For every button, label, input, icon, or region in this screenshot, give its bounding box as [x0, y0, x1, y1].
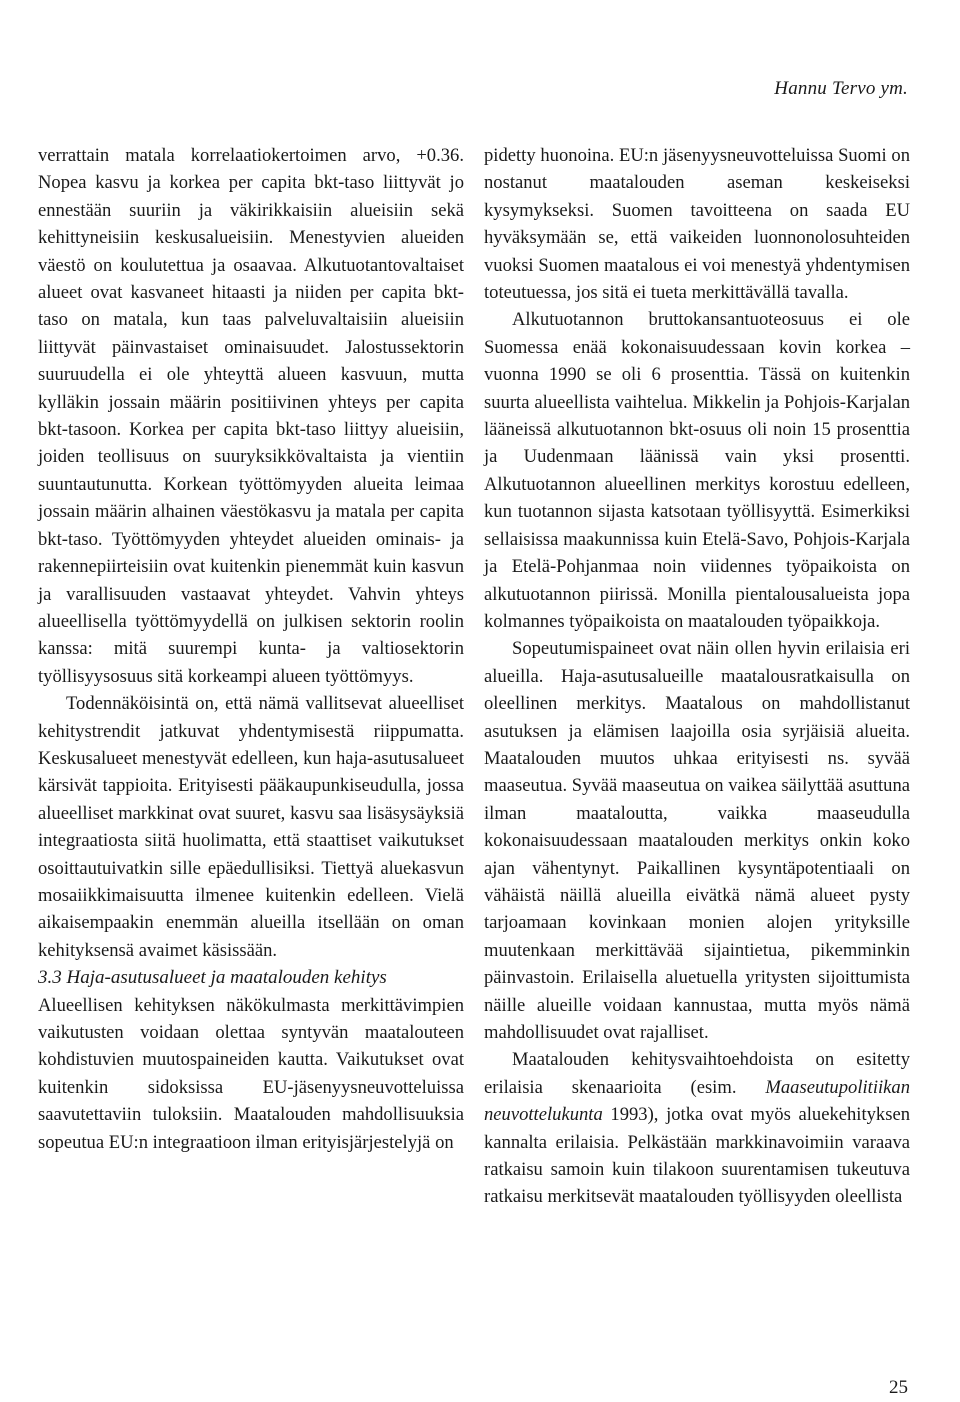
left-paragraph-3: Alueellisen kehityksen näkökulmasta merkittävimpien vaikutusten voidaan olettaa syntyvän maatalouteen kohdistuvien muutospaineiden kautta. Vaikutukset ovat kuitenkin sidoksissa EU-jäsenyysneuvotteluissa saavutettaviin tuloksiin. Maatalouden mahdollisuuksia sopeutua EU:n integraatioon ilman erityisjärjestelyjä on: [38, 994, 464, 1153]
right-paragraph-1: pidetty huonoina. EU:n jäsenyysneuvotteluissa Suomi on nostanut maatalouden aseman keskeiseksi kysymykseksi. Suomen tavoitteena on saada EU hyväksymään se, että vaikeiden luonnonolosuhteiden vuoksi Suomen maatalous ei voi menestyä yhdentymisen toteutuessa, jos sitä ei tueta merkittävällä tavalla.: [484, 145, 910, 304]
left-paragraph-1: verrattain matala korrelaatiokertoimen arvo, +0.36. Nopea kasvu ja korkea per capita bkt-taso liittyvät jo ennestään suuriin ja väkirikkaisiin alueisiin sekä kehittyneisiin keskusalueisiin. Menestyvien alueiden väestö on koulutettua ja osaavaa. Alkutuotantovaltaiset alueet ovat kasvaneet hitaasti ja niiden per capita bkt-taso on matala, kun taas palveluvaltaisiin alueisiin liittyvät päinvastaiset ominaisuudet. Jalostussektorin suuruudella ei ole yhteyttä alueen kasvuun, mutta kylläkin jossain määrin positiivinen yhteys per capita bkt-tasoon. Korkea per capita bkt-taso liittyy alueisiin, joiden teollisuus on suuryksikkövaltaista ja vientiin suuntautunutta. Korkean työttömyyden alueita leimaa jossain määrin alhainen väestökasvu ja matala per capita bkt-taso. Työttömyyden yhteydet alueiden ominais- ja rakennepiirteisiin ovat kuitenkin pienemmät kuin kasvun ja varallisuuden vastaavat yhteydet. Vahvin yhteys alueellisella työttömyydellä on julkisen sektorin roolin kanssa: mitä suurempi kunta- ja valtiosektorin työllisyysosuus sitä korkeampi alueen työttömyys.: [38, 145, 464, 687]
page-number: 25: [889, 1377, 908, 1398]
right-paragraph-4: [484, 1046, 910, 1210]
citation-emphasis: Maaseutupolitiikan neuvottelukunta: [484, 1076, 910, 1126]
left-paragraph-2: Todennäköisintä on, että nämä vallitsevat alueelliset kehitystrendit jatkuvat yhdentymisestä riippumatta. Keskusalueet menestyvät edelleen, kun haja-asutusalueet kärsivät tappioita. Erityisesti pääkaupunkiseudulla, jossa alueelliset markkinat ovat suuret, kasvu saa lisäsysäyksiä integraatiosta siitä huolimatta, että staattiset vaikutukset osoittautuivatkin sille epäedullisiksi. Tiettyä aluekasvun mosaiikkimaisuutta ilmenee kuitenkin edelleen. Vielä aikaisempaakin enemmän alueilla itsellään on oman kehityksensä avaimet käsissään.: [38, 693, 464, 961]
right-column: [484, 142, 910, 1211]
running-head: Hannu Tervo ym.: [774, 78, 908, 99]
right-paragraph-4-text-a: Maatalouden kehitysvaihtoehdoista on esitetty erilaisia skenaarioita (esim.: [484, 1049, 910, 1098]
left-column: [38, 142, 464, 1156]
right-paragraph-2: Alkutuotannon bruttokansantuoteosuus ei ole Suomessa enää kokonaisuudessaan kovin korkea – vuonna 1990 se oli 6 prosenttia. Tässä on kuitenkin suurta alueellista vaihtelua. Mikkelin ja Pohjois-Karjalan lääneissä alkutuotannon bkt-osuus oli noin 15 prosenttia ja Uudenmaan läänissä vain yksi prosentti. Alkutuotannon alueellinen merkitys korostuu edelleen, kun tuotannon sijasta katsotaan työllisyyttä. Esimerkiksi sellaisissa maakunnissa kuin Etelä-Savo, Pohjois-Karjala ja Etelä-Pohjanmaa noin viidennes työpaikoista on alkutuotannon piirissä. Monilla pientalousalueista jopa kolmannes työpaikoista on maatalouden työpaikkoja.: [484, 309, 910, 632]
right-paragraph-4-text-b: 1993), jotka ovat myös aluekehityksen kannalta erilaisia. Pelkästään markkinavoimiin varaava ratkaisu samoin kuin tilakoon suurentamisen tukeutuva ratkaisu merkitsevät maatalouden työllisyyden oleellista: [484, 1104, 910, 1208]
section-heading: 3.3 Haja-asutusalueet ja maatalouden kehitys: [38, 967, 387, 989]
right-paragraph-3: Sopeutumispaineet ovat näin ollen hyvin erilaisia eri alueilla. Haja-asutusalueille maatalousratkaisulla on oleellinen merkitys. Maatalous on mahdollistanut asutuksen ja elämisen laajoilla osia syrjäisiä alueita. Maatalouden muutos uhkaa erityisesti ns. syvää maaseutua. Syvää maaseutua on vaikea säilyttää asuttuna ilman maataloutta, vaikka maaseudulla kokonaisuudessaan maatalouden merkitys onkin koko ajan vähentynyt. Paikallinen kysyntäpotentiaali on vähäistä näillä alueilla eivätkä nämä alueet pysty tarjoamaan kovinkaan monien alojen yrityksille muutenkaan merkittävää sijaintietua, pikemminkin päinvastoin. Erilaisella aluetuella yritysten sijoittumista näille alueille voidaan kannustaa, mutta myös nämä mahdollisuudet ovat rajalliset.: [484, 638, 910, 1043]
